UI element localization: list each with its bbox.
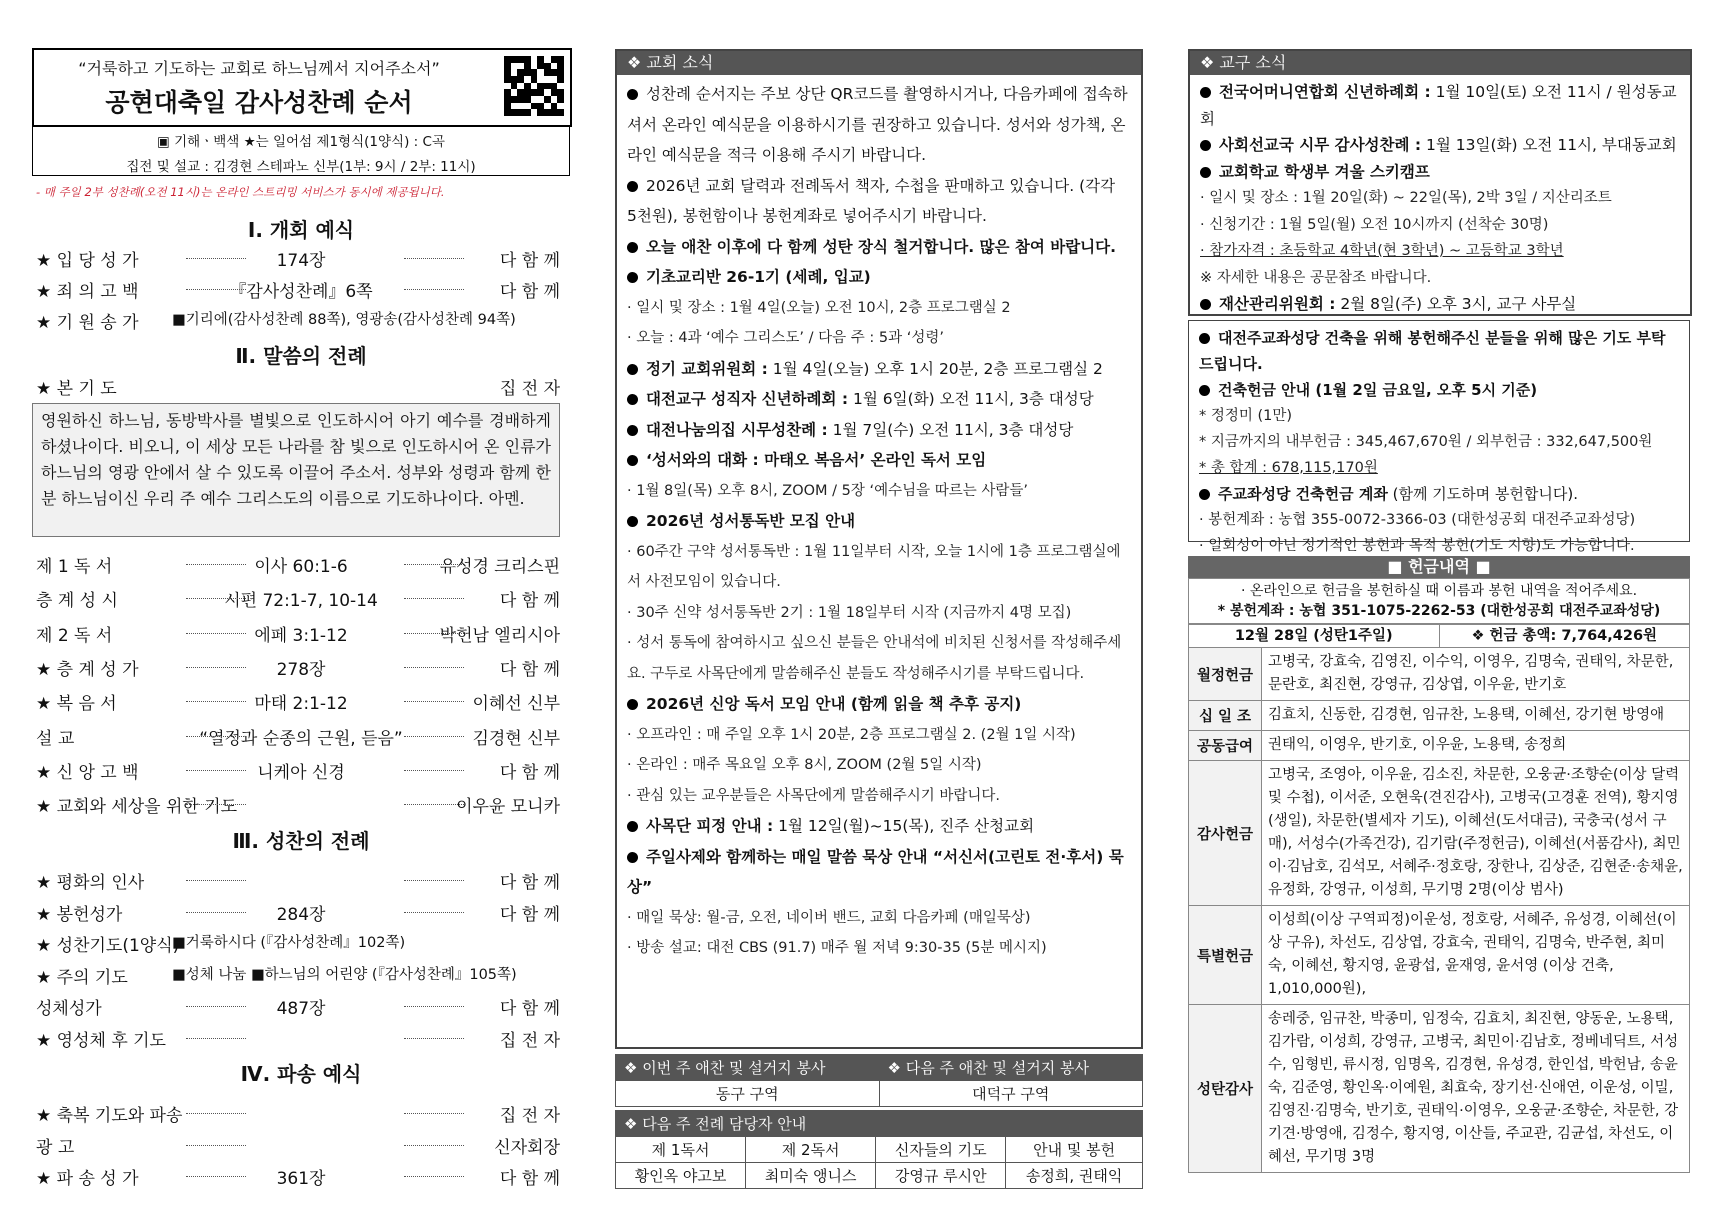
this-week-header: ❖ 이번 주 애찬 및 설거지 봉사 (616, 1055, 880, 1081)
row-middle: 284장 (276, 904, 326, 925)
dotted-leader (404, 1145, 464, 1146)
bullet-icon (627, 821, 638, 832)
diocese-news-box (1188, 49, 1692, 316)
next-week-header: ❖ 다음 주 애찬 및 설거지 봉사 (879, 1055, 1143, 1081)
news-item-label: 정기 교회위원회 : (646, 359, 768, 378)
row-right: 신자회장 (494, 1137, 560, 1158)
streaming-note: - 매 주일 2부 성찬례(오전 11시)는 온라인 스트리밍 서비스가 동시에 제공됩니다. (36, 185, 445, 199)
service-row (32, 1026, 570, 1052)
row-label: ★ 주의 기도 (36, 967, 128, 988)
bullet-icon (627, 394, 638, 405)
bullet-icon (627, 89, 638, 100)
news-detail: · 관심 있는 교우분들은 사목단에게 말씀해주시기 바랍니다. (627, 787, 1001, 804)
bullet-icon (627, 242, 638, 253)
service-row (32, 586, 570, 612)
this-week-area: 동구 구역 (616, 1081, 880, 1107)
row-right: 집 전 자 (499, 379, 560, 399)
dotted-leader (404, 880, 464, 881)
row-right: 이우윤 모니카 (456, 797, 560, 818)
dotted-leader (404, 701, 464, 702)
service-info-line2: 집전 및 설교 : 김경현 스테파노 신부(1부: 9시 / 2부: 11시) (126, 159, 476, 175)
row-right: 이혜선 신부 (472, 694, 560, 715)
news-item-label: 대전나눔의집 시무성찬례 : (646, 420, 828, 439)
qr-code-icon[interactable] (504, 56, 564, 116)
row-label: ★ 본 기 도 (36, 379, 117, 399)
offering-names: 권태익, 이영우, 반기호, 이우윤, 노용택, 송정희 (1262, 731, 1690, 761)
news-item: 2월 8일(주) 오후 3시, 교구 사무실 (1335, 295, 1577, 313)
row-right: 다 함 께 (499, 659, 560, 680)
service-duty-table (615, 1054, 1143, 1107)
dotted-leader (404, 1176, 464, 1177)
duty-role: 신자들의 기도 (876, 1137, 1006, 1163)
dotted-leader (186, 667, 246, 668)
service-row (32, 931, 570, 957)
offering-names: 김효치, 신동한, 김경현, 임규찬, 노용택, 이혜선, 강기현 방영애 (1262, 701, 1690, 731)
bullet-icon (627, 181, 638, 192)
row-middle: 이사 60:1-6 (254, 557, 348, 577)
dotted-leader (186, 598, 246, 599)
offerings-date: 12월 28일 (성탄1주일) (1189, 625, 1440, 647)
offering-names: 고병국, 강효숙, 김영진, 이수익, 이영우, 김명숙, 권태익, 차문한, 문란호, 최진현, 강영규, 김상엽, 이우윤, 반기호 (1262, 648, 1690, 701)
bullet-icon (1200, 299, 1211, 310)
service-row (32, 1164, 570, 1190)
bullet-icon (1199, 385, 1210, 396)
offering-type: 공동급여 (1189, 731, 1262, 761)
service-row (32, 758, 570, 784)
news-detail: · 참가자격 : 초등학교 4학년(현 3학년) ~ 고등학교 3학년 (1200, 243, 1564, 259)
news-item: 교회학교 학생부 겨울 스키캠프 (1219, 162, 1430, 181)
dotted-leader (186, 701, 246, 702)
offering-type: 특별헌금 (1189, 906, 1262, 1005)
news-item-label: 대전교구 성직자 신년하례회 : (646, 390, 849, 408)
news-item: 오늘 애찬 이후에 다 함께 성탄 장식 철거합니다. 많은 참여 바랍니다. (646, 237, 1117, 256)
offerings-section (1188, 556, 1690, 1173)
news-item: 2026년 교회 달력과 전례독서 책자, 수첩을 판매하고 있습니다. (각각 5천원), 봉헌함이나 봉헌계좌로 넣어주시기 바랍니다. (627, 176, 1116, 225)
duty-role: 안내 및 봉헌 (1006, 1137, 1143, 1163)
news-detail: · 1월 8일(목) 오후 8시, ZOOM / 5장 ‘예수님을 따르는 사람들’ (627, 482, 1029, 499)
duty-role: 제 2독서 (746, 1137, 876, 1163)
news-item-label: 주교좌성당 건축헌금 계좌 (1218, 485, 1388, 503)
dotted-leader (186, 770, 246, 771)
news-item: 1월 10일(토) 오전 11시 / 원성동교회 (1200, 83, 1677, 128)
bullet-icon (627, 516, 638, 527)
offering-type: 십 일 조 (1189, 701, 1262, 731)
offering-row (1189, 761, 1690, 906)
news-item: 1월 13일(화) 오전 11시, 부대동교회 (1421, 136, 1677, 154)
dotted-leader (404, 912, 464, 913)
building-fund-box (1188, 320, 1690, 554)
church-news-box (615, 49, 1143, 1049)
service-row (32, 900, 570, 926)
row-label: 제 1 독 서 (36, 557, 113, 577)
news-item: 2026년 신앙 독서 모임 안내 (함께 읽을 책 추후 공지) (646, 695, 1022, 713)
news-item: 1월 12일(월)~15(목), 진주 산청교회 (773, 817, 1035, 835)
news-item-label: 사목단 피정 안내 : (646, 817, 774, 835)
row-label: ★ 죄 의 고 백 (36, 282, 139, 302)
row-label: ★ 복 음 서 (36, 694, 117, 715)
row-middle: 에페 3:1-12 (254, 625, 348, 646)
news-detail: ※ 자세한 내용은 공문참조 바랍니다. (1200, 269, 1432, 286)
news-item: 1월 4일(오늘) 오후 1시 20분, 2층 프로그램실 2 (767, 359, 1103, 378)
row-middle: ■기리에(감사성찬례 88쪽), 영광송(감사성찬례 94쪽) (172, 312, 516, 328)
service-row (32, 277, 570, 303)
bullet-icon (627, 455, 638, 466)
dotted-leader (186, 1113, 246, 1114)
dotted-leader (186, 1145, 246, 1146)
row-right: 다 함 께 (499, 251, 560, 271)
dotted-leader (186, 564, 246, 565)
offering-names: 이성희(이상 구역피정)이운성, 정호랑, 서혜주, 유성경, 이혜선(이상 구유), 차선도, 김상엽, 강효숙, 권태익, 김명숙, 반주현, 최미숙, 이혜선, 황지영, 윤광섭, 윤재영, 윤서영 (이상 건축, 1,010,000원), (1262, 906, 1690, 1005)
dotted-leader (404, 258, 464, 259)
service-info (32, 125, 570, 176)
row-right: 집 전 자 (499, 1031, 560, 1051)
offering-type: 월정헌금 (1189, 648, 1262, 701)
news-detail: · 일시 및 장소 : 1월 4일(오늘) 오전 10시, 2층 프로그램실 2 (627, 299, 1011, 316)
duty-person: 송정희, 권태익 (1006, 1163, 1143, 1189)
duty-person: 최미숙 앵니스 (746, 1163, 876, 1189)
row-middle: 174장 (276, 251, 326, 271)
bullet-icon (1199, 489, 1210, 500)
order-header (32, 48, 572, 127)
service-row (32, 655, 570, 681)
row-label: ★ 봉헌성가 (36, 904, 123, 925)
liturgy-duty-header: ❖ 다음 주 전례 담당자 안내 (616, 1111, 1143, 1137)
news-detail: · 매일 묵상: 월-금, 오전, 네이버 밴드, 교회 다음카페 (매일묵상) (627, 909, 1031, 926)
offerings-total: ❖ 헌금 총액: 7,764,426원 (1471, 628, 1658, 644)
offering-row (1189, 701, 1690, 731)
news-item: 대전주교좌성당 건축을 위해 봉헌해주신 분들을 위해 많은 기도 부탁드립니다. (1199, 329, 1666, 373)
dotted-leader (186, 1006, 246, 1007)
next-week-area: 대덕구 구역 (879, 1081, 1143, 1107)
row-middle: “열정과 순종의 근원, 듣음” (199, 728, 403, 749)
collect-row (32, 374, 570, 400)
bullet-icon (627, 852, 638, 863)
service-row (32, 868, 570, 894)
news-item: 주일사제와 함께하는 매일 말씀 묵상 안내 “서신서(고린토 전·후서) 묵상” (627, 847, 1124, 896)
row-label: ★ 기 원 송 가 (36, 313, 139, 333)
service-info-line1: ▣ 기해ㆍ백색 ★는 일어섬 제1형식(1양식) : C곡 (157, 134, 445, 150)
church-news-header: ❖ 교회 소식 (617, 51, 1141, 75)
news-item: 1월 7일(수) 오전 11시, 3층 대성당 (827, 420, 1074, 439)
row-label: ★ 평화의 인사 (36, 873, 145, 893)
offering-names: 고병국, 조영아, 이우윤, 김소진, 차문한, 오웅균·조향순(이상 달력 및 수첩), 이서준, 오현욱(견진감사), 고병국(고경훈 전역), 황지영(생일), 차문한(별세자 기도), 이혜선(도서대금), 국충국(성서 구매), 서성수(가족건강), 김기람(주정헌금), 이혜선(서품감사), 최민이·김남호, 김석모, 서혜주·정호랑, 장한나, 김상준, 김현준·송채윤, 유정화, 강영규, 이성희, 무기명 2명(이상 범사) (1262, 761, 1690, 906)
dotted-leader (404, 1006, 464, 1007)
section-opening: Ⅰ. 개회 예식 (247, 218, 355, 242)
row-label: 제 2 독 서 (36, 625, 113, 646)
duty-role: 제 1독서 (616, 1137, 746, 1163)
row-middle: 시편 72:1-7, 10-14 (224, 591, 378, 612)
row-label: 광 고 (36, 1137, 75, 1158)
page-title: 공현대축일 감사성찬례 순서 (105, 88, 413, 117)
news-detail: · 60주간 구약 성서통독반 : 1월 11일부터 시작, 오늘 1시에 1층 프로그램실에서 사전모임이 있습니다. (627, 543, 1121, 590)
row-right: 다 함 께 (499, 762, 560, 783)
news-detail: · 온라인 : 매주 목요일 오후 8시, ZOOM (2월 5일 시작) (627, 757, 982, 773)
dotted-leader (404, 598, 464, 599)
row-middle: 487장 (276, 999, 326, 1020)
news-detail: · 오프라인 : 매 주일 오후 1시 20분, 2층 프로그램실 2. (2월 1일 시작) (627, 726, 1076, 743)
row-right: 박헌남 엘리시아 (439, 625, 560, 646)
news-detail: · 30주 신약 성서통독반 2기 : 1월 18일부터 시작 (지금까지 4명 모집) (627, 604, 1072, 621)
dotted-leader (186, 804, 246, 805)
row-middle: ■성체 나눔 ■하느님의 어린양 (『감사성찬례』105쪽) (172, 966, 517, 983)
dotted-leader (404, 736, 464, 737)
news-item: 기초교리반 26-1기 (세례, 입교) (646, 268, 871, 286)
row-label: ★ 영성체 후 기도 (36, 1031, 166, 1051)
dotted-leader (186, 258, 246, 259)
row-middle: 278장 (276, 659, 326, 680)
offering-names: 송레중, 임규찬, 박종미, 임정숙, 김효치, 최진현, 양동운, 노용택, 김가람, 이성희, 강영규, 고병국, 최민이·김남호, 정베네딕트, 서성수, 임형빈, 류시정, 임명옥, 김경현, 유성경, 한인섭, 박헌남, 송윤숙, 김준영, 황인옥·이예원, 최효숙, 장기선·신애연, 이운성, 이밀, 김영진·김명숙, 반기호, 권태익·이영우, 오웅균·조향순, 차문한, 강기견·방영애, 김정수, 황지영, 이산들, 주교관, 김균섭, 차선도, 이혜선, 무기명 3명 (1262, 1005, 1690, 1173)
row-label: ★ 신 앙 고 백 (36, 762, 139, 783)
row-right: 다 함 께 (499, 904, 560, 925)
collect-prayer-text: 영원하신 하느님, 동방박사를 별빛으로 인도하시어 아기 예수를 경배하게 하셨나이다. 비오니, 이 세상 모든 나라를 참 빛으로 인도하시어 온 인류가 하느님의 영광 안에서 살 수 있도록 이끌어 주소서. 성부와 성령과 함께 한 분 하느님이신 우리 주 예수 그리스도의 이름으로 기도하나이다. 아멘. (32, 403, 560, 537)
bullet-icon (1200, 140, 1211, 151)
offering-row (1189, 648, 1690, 701)
duty-person: 강영규 루시안 (876, 1163, 1006, 1189)
row-label: 성체성가 (36, 999, 102, 1020)
row-middle: 361장 (276, 1169, 326, 1190)
dotted-leader (404, 1038, 464, 1039)
news-item: (함께 기도하며 봉헌합니다). (1387, 485, 1579, 503)
service-row (32, 689, 570, 715)
news-detail: * 지금까지의 내부헌금 : 345,467,670원 / 외부헌금 : 332,647,500원 (1199, 434, 1653, 450)
bullet-icon (1199, 333, 1210, 344)
news-detail: · 방송 설교: 대전 CBS (91.7) 매주 월 저녁 9:30-35 (5분 메시지) (627, 940, 1047, 956)
row-label: ★ 교회와 세상을 위한 기도 (36, 797, 238, 818)
bullet-icon (1200, 167, 1211, 178)
bullet-icon (627, 364, 638, 375)
news-item-label: 사회선교국 시무 감사성찬례 : (1219, 136, 1422, 154)
news-detail: · 일회성이 아닌 정기적인 봉헌과 목적 봉헌(기도 지향)도 가능합니다. (1199, 538, 1635, 554)
news-detail: · 신청기간 : 1월 5일(월) 오전 10시까지 (선착순 30명) (1200, 216, 1549, 233)
bullet-icon (627, 425, 638, 436)
row-right: 집 전 자 (499, 1106, 560, 1126)
offering-type: 감사헌금 (1189, 761, 1262, 906)
dotted-leader (404, 770, 464, 771)
bullet-icon (1200, 87, 1211, 98)
row-label: ★ 축복 기도와 파송 (36, 1106, 183, 1126)
diocese-news-header: ❖ 교구 소식 (1190, 51, 1690, 75)
news-item: ‘성서와의 대화 : 마태오 복음서’ 온라인 독서 모임 (646, 451, 987, 469)
row-label: ★ 층 계 성 가 (36, 659, 139, 680)
news-detail: · 오늘 : 4과 ‘예수 그리스도’ / 다음 주 : 5과 ‘성령’ (627, 330, 944, 346)
row-middle: 마태 2:1-12 (254, 694, 348, 715)
offerings-table (1188, 624, 1690, 1173)
row-right: 다 함 께 (499, 873, 560, 893)
dotted-leader (404, 1113, 464, 1114)
bullet-icon (627, 699, 638, 710)
dotted-leader (186, 880, 246, 881)
motto: “거룩하고 기도하는 교회로 하느님께서 지어주소서” (78, 59, 440, 78)
row-right: 다 함 께 (499, 591, 560, 612)
dotted-leader (186, 289, 246, 290)
offering-row (1189, 906, 1690, 1005)
row-right: 다 함 께 (499, 999, 560, 1020)
section-dismissal: Ⅳ. 파송 예식 (240, 1062, 362, 1086)
news-detail: · 봉헌계좌 : 농협 355-0072-3366-03 (대한성공회 대전주교좌성당) (1199, 512, 1636, 528)
dotted-leader (404, 804, 464, 805)
row-right: 유성경 크리스핀 (439, 557, 560, 577)
row-middle: ■거룩하시다 (『감사성찬례』102쪽) (172, 935, 406, 952)
offerings-title: ■ 헌금내역 ■ (1188, 556, 1690, 578)
service-row (32, 724, 570, 750)
news-detail: * 총 합계 : 678,115,170원 (1199, 460, 1378, 476)
section-eucharist: Ⅲ. 성찬의 전례 (232, 829, 370, 853)
row-label: 층 계 성 시 (36, 591, 118, 612)
service-row (32, 792, 570, 818)
service-row (32, 246, 570, 272)
news-item: 2026년 성서통독반 모집 안내 (646, 512, 856, 530)
offering-type: 성탄감사 (1189, 1005, 1262, 1173)
dotted-leader (186, 633, 246, 634)
section-word: Ⅱ. 말씀의 전례 (235, 344, 367, 368)
news-item-label: 전국어머니연합회 신년하례회 : (1219, 83, 1431, 101)
duty-person: 황인옥 야고보 (616, 1163, 746, 1189)
row-right: 다 함 께 (499, 282, 560, 302)
service-row (32, 994, 570, 1020)
news-item-label: 재산관리위원회 : (1219, 295, 1336, 313)
dotted-leader (186, 1176, 246, 1177)
dotted-leader (186, 736, 246, 737)
row-right: 다 함 께 (499, 1169, 560, 1190)
row-label: ★ 입 당 성 가 (36, 251, 139, 271)
row-label: 설 교 (36, 728, 75, 749)
service-row (32, 308, 570, 334)
news-item: 1월 6일(화) 오전 11시, 3층 대성당 (848, 390, 1094, 408)
row-middle: 『감사성찬례』6쪽 (229, 282, 373, 302)
service-row (32, 621, 570, 647)
news-item: 건축헌금 안내 (1월 2일 금요일, 오후 5시 기준) (1218, 381, 1538, 399)
offering-row (1189, 731, 1690, 761)
bullet-icon (627, 272, 638, 283)
service-row (32, 1101, 570, 1127)
dotted-leader (186, 1038, 246, 1039)
row-label: ★ 성찬기도(1양식) (36, 936, 180, 957)
news-detail: · 일시 및 장소 : 1월 20일(화) ~ 22일(목), 2박 3일 / 지산리조트 (1200, 190, 1612, 206)
news-detail: * 정정미 (1만) (1199, 408, 1293, 424)
service-row (32, 963, 570, 989)
news-detail: · 성서 통독에 참여하시고 싶으신 분들은 안내석에 비치된 신청서를 작성해주세요. 구두로 사목단에게 말씀해주신 분들도 작성해주시기를 부탁드립니다. (627, 635, 1122, 682)
dotted-leader (404, 289, 464, 290)
service-row (32, 552, 570, 578)
news-item: 성찬례 순서지는 주보 상단 QR코드를 촬영하시거나, 다음카페에 접속하셔서 온라인 예식문을 이용하시기를 권장하고 있습니다. 성서와 성가책, 온라인 예식문을 적극 이용해 주시기 바랍니다. (627, 85, 1128, 164)
service-row (32, 1133, 570, 1159)
row-right: 김경현 신부 (472, 728, 560, 749)
dotted-leader (186, 912, 246, 913)
dotted-leader (404, 667, 464, 668)
liturgy-duty-table (615, 1110, 1143, 1189)
offering-row (1189, 1005, 1690, 1173)
offerings-account: * 봉헌계좌 : 농협 351-1075-2262-53 (대한성공회 대전주교좌성당) (1217, 603, 1661, 619)
row-label: ★ 파 송 성 가 (36, 1169, 139, 1190)
row-middle: 니케아 신경 (257, 762, 345, 783)
offerings-note: · 온라인으로 헌금을 봉헌하실 때 이름과 봉헌 내역을 적어주세요. (1240, 583, 1638, 599)
